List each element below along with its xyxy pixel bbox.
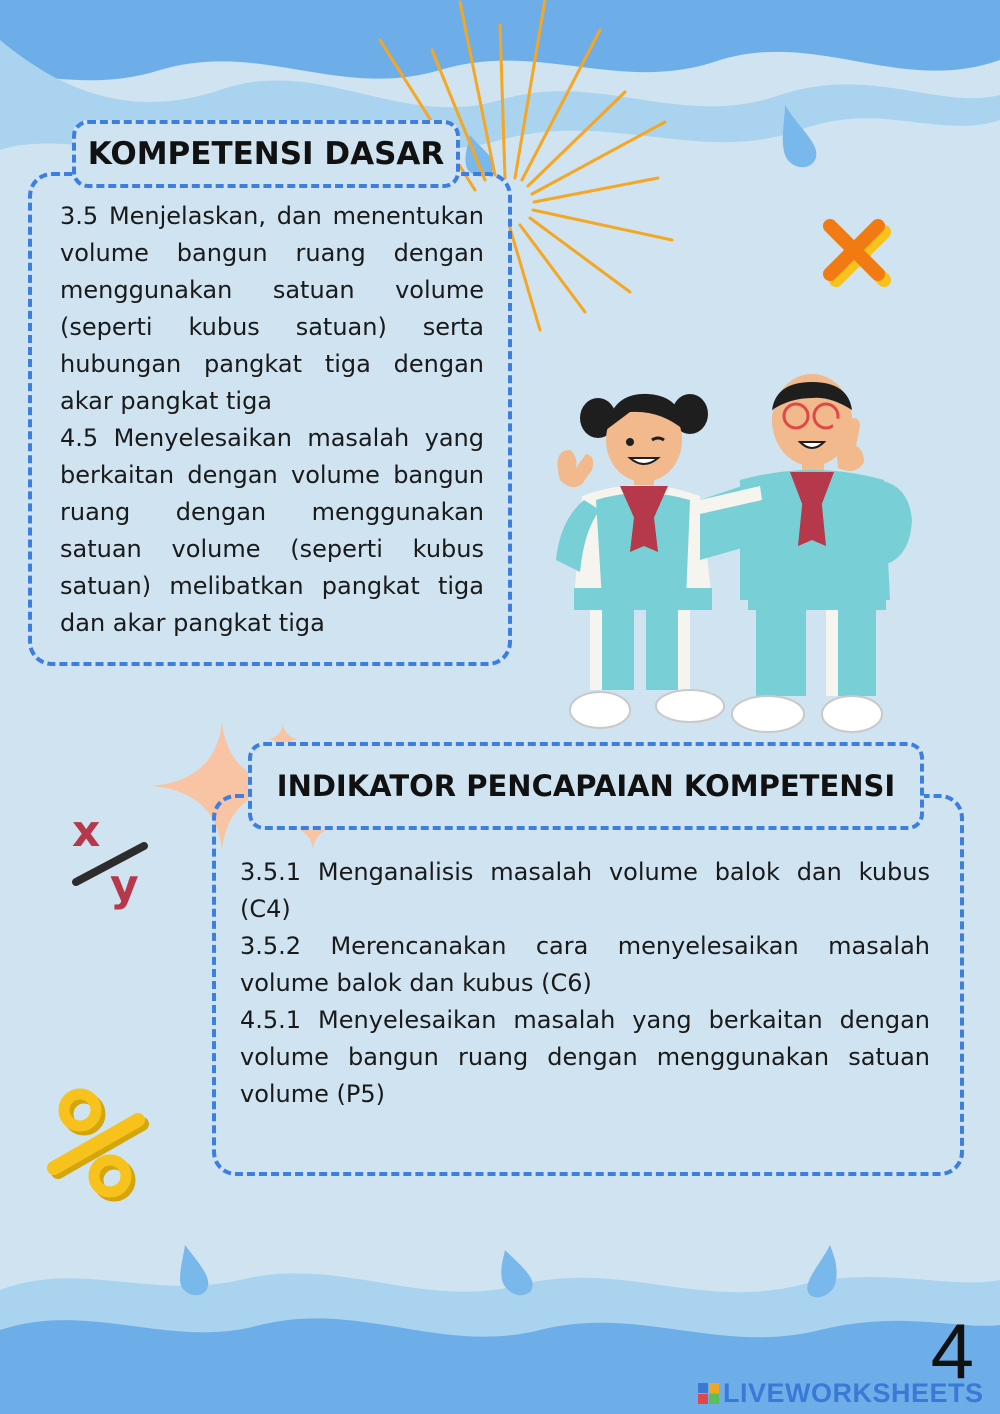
watermark-text: LIVEWORKSHEETS [723, 1378, 984, 1408]
boy-figure [700, 374, 912, 732]
girl-figure [556, 394, 724, 728]
kd-item-3-5: 3.5 Menjelaskan, dan menentukan volume bangun ruang dengan menggunakan satuan volume (seperti kubus satuan) serta hubungan pangkat tiga dengan akar pangkat tiga [60, 202, 484, 415]
students-illustration [556, 374, 912, 732]
fraction-numerator: x [72, 806, 101, 857]
indikator-title: INDIKATOR PENCAPAIAN KOMPETENSI [248, 742, 924, 830]
indikator-item-3-5-1: 3.5.1 Menganalisis masalah volume balok dan kubus (C4) [240, 858, 930, 923]
kompetensi-dasar-title: KOMPETENSI DASAR [72, 120, 460, 188]
times-icon [830, 226, 884, 280]
indikator-item-4-5-1: 4.5.1 Menyelesaikan masalah yang berkaitan dengan volume bangun ruang dengan menggunakan satuan volume (P5) [240, 1006, 930, 1108]
liveworksheets-watermark [698, 1378, 984, 1409]
indikator-item-3-5-2: 3.5.2 Merencanakan cara menyelesaikan masalah volume balok dan kubus (C6) [240, 932, 930, 997]
fraction-denominator: y [110, 860, 139, 911]
indikator-list [240, 854, 930, 1113]
page-number: 4 [930, 1307, 974, 1395]
percent-icon [54, 1094, 142, 1196]
liveworksheets-logo-icon [698, 1383, 719, 1404]
kompetensi-dasar-list [60, 198, 484, 642]
kd-item-4-5: 4.5 Menyelesaikan masalah yang berkaitan dengan volume bangun ruang dengan menggunakan satuan volume (seperti kubus satuan) melibatkan pangkat tiga dan akar pangkat tiga [60, 424, 484, 637]
droplet-bottom-left [180, 1245, 208, 1295]
